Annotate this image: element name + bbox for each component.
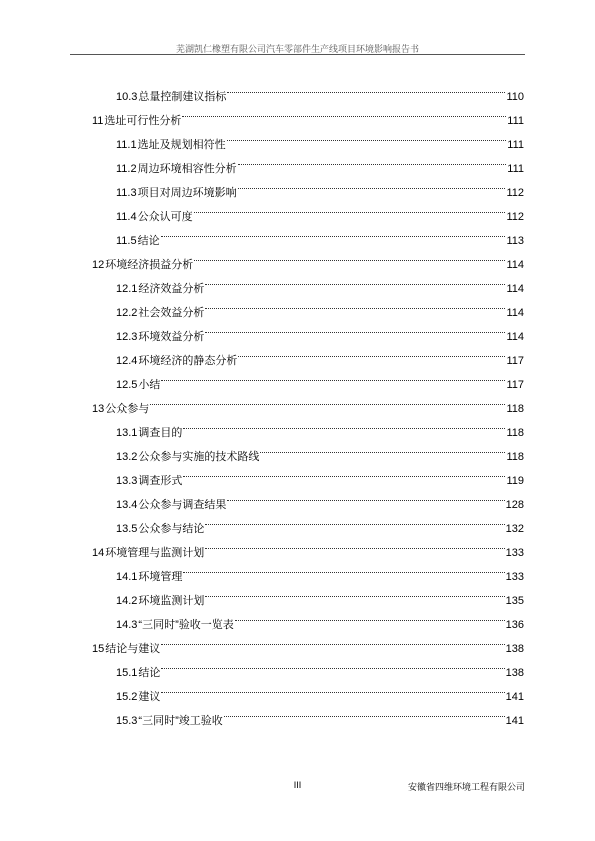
- toc-entry-title: 公众参与调查结果: [138, 499, 227, 511]
- toc-entry-page: 118: [506, 403, 524, 415]
- toc-entry-title: 环境效益分析: [138, 331, 205, 343]
- toc-entry-number: 14.2: [116, 595, 138, 607]
- toc-entry-number: 11: [92, 115, 104, 127]
- dot-leader: [224, 700, 505, 724]
- toc-entry-number: 10.3: [116, 91, 138, 103]
- dot-leader: [194, 196, 506, 220]
- toc-entry-number: 11.4: [116, 211, 137, 223]
- toc-entry-title: “三同时”竣工验收: [138, 715, 223, 727]
- toc-entry-title: 周边环境相容性分析: [137, 163, 237, 175]
- dot-leader: [194, 244, 505, 268]
- footer-company: 安徽省四维环境工程有限公司: [407, 783, 525, 793]
- toc-entry-page: 118: [506, 427, 524, 439]
- dot-leader: [227, 76, 505, 100]
- toc-entry-number: 12.3: [116, 331, 138, 343]
- dot-leader: [161, 364, 505, 388]
- toc-entry-title: 结论与建议: [105, 643, 161, 655]
- dot-leader: [260, 436, 505, 460]
- toc-entry-number: 14: [92, 547, 105, 559]
- toc-entry-number: 13.5: [116, 523, 138, 535]
- toc-entry-page: 138: [505, 643, 524, 655]
- toc-entry-title: 公众参与实施的技术路线: [138, 451, 260, 463]
- toc-entry-number: 12.1: [116, 283, 138, 295]
- toc-entry-page: 133: [505, 571, 524, 583]
- toc-entry-number: 15.1: [116, 667, 138, 679]
- dot-leader: [205, 580, 504, 604]
- toc-entry-number: 13.2: [116, 451, 138, 463]
- toc-entry-number: 13: [92, 403, 105, 415]
- toc-entry-page: 117: [506, 379, 524, 391]
- dot-leader: [182, 100, 506, 124]
- toc-entry-page: 114: [506, 307, 524, 319]
- toc-entry-page: 136: [505, 619, 524, 631]
- toc-entry-page: 113: [506, 235, 524, 247]
- dot-leader: [235, 604, 505, 628]
- dot-leader: [205, 532, 504, 556]
- toc-entry-title: 环境管理: [138, 571, 183, 583]
- dot-leader: [227, 484, 504, 508]
- dot-leader: [161, 628, 504, 652]
- toc-entry-title: 建议: [138, 691, 161, 703]
- toc-entry-title: 环境经济的静态分析: [138, 355, 238, 367]
- toc-entry-title: “三同时”验收一览表: [138, 619, 234, 631]
- toc-entry-page: 138: [505, 667, 524, 679]
- toc-entry-page: 112: [506, 187, 524, 199]
- toc-entry-title: 调查形式: [138, 475, 183, 487]
- toc-entry-page: 112: [506, 211, 524, 223]
- toc-entry-page: 141: [505, 691, 524, 703]
- dot-leader: [238, 172, 506, 196]
- toc-entry-number: 11.2: [116, 163, 137, 175]
- toc-entry-page: 110: [506, 91, 524, 103]
- toc-chapter-entry[interactable]: [92, 388, 524, 415]
- toc-entry-number: 12.4: [116, 355, 138, 367]
- toc-entry-page: 114: [506, 259, 524, 271]
- toc-entry-page: 114: [506, 331, 524, 343]
- toc-entry-title: 选址及规划相符性: [137, 139, 226, 151]
- table-of-contents: [92, 76, 524, 727]
- toc-entry-page: 111: [507, 115, 524, 127]
- toc-entry-page: 119: [506, 475, 524, 487]
- toc-entry-title: 小结: [138, 379, 161, 391]
- toc-entry-number: 12: [92, 259, 105, 271]
- toc-entry-page: 135: [505, 595, 524, 607]
- dot-leader: [183, 412, 505, 436]
- running-header: 芜湖凯仁橡塑有限公司汽车零部件生产线项目环境影响报告书: [175, 45, 419, 55]
- toc-entry-number: 15: [92, 643, 105, 655]
- toc-entry-page: 114: [506, 283, 524, 295]
- dot-leader: [238, 340, 505, 364]
- toc-entry-title: 环境管理与监测计划: [105, 547, 205, 559]
- toc-entry-title: 经济效益分析: [138, 283, 205, 295]
- dot-leader: [227, 124, 507, 148]
- toc-entry-page: 128: [505, 499, 524, 511]
- page-number: III: [293, 780, 302, 790]
- toc-section-entry[interactable]: [92, 76, 524, 103]
- toc-entry-title: 选址可行性分析: [104, 115, 182, 127]
- toc-entry-title: 社会效益分析: [138, 307, 205, 319]
- toc-entry-number: 11.3: [116, 187, 137, 199]
- toc-entry-title: 公众参与: [105, 403, 150, 415]
- toc-entry-number: 12.5: [116, 379, 138, 391]
- dot-leader: [183, 556, 504, 580]
- toc-entry-page: 141: [505, 715, 524, 727]
- toc-entry-page: 117: [506, 355, 524, 367]
- dot-leader: [205, 508, 504, 532]
- dot-leader: [238, 148, 507, 172]
- toc-entry-number: 13.3: [116, 475, 138, 487]
- toc-entry-page: 132: [505, 523, 524, 535]
- dot-leader: [183, 460, 505, 484]
- dot-leader: [205, 292, 505, 316]
- toc-entry-title: 结论: [137, 235, 160, 247]
- toc-entry-number: 11.1: [116, 139, 137, 151]
- toc-entry-title: 总量控制建议指标: [138, 91, 227, 103]
- toc-entry-number: 13.1: [116, 427, 138, 439]
- dot-leader: [205, 268, 505, 292]
- toc-entry-title: 调查目的: [138, 427, 183, 439]
- dot-leader: [150, 388, 505, 412]
- toc-entry-title: 环境经济损益分析: [105, 259, 194, 271]
- dot-leader: [161, 676, 504, 700]
- toc-entry-title: 公众参与结论: [138, 523, 205, 535]
- toc-entry-number: 11.5: [116, 235, 137, 247]
- toc-entry-page: 111: [507, 163, 524, 175]
- dot-leader: [205, 316, 505, 340]
- toc-entry-number: 14.1: [116, 571, 138, 583]
- toc-entry-title: 环境监测计划: [138, 595, 205, 607]
- toc-entry-title: 公众认可度: [137, 211, 193, 223]
- toc-section-entry[interactable]: [92, 412, 524, 439]
- toc-entry-number: 12.2: [116, 307, 138, 319]
- toc-entry-page: 133: [505, 547, 524, 559]
- header-rule: [70, 54, 525, 55]
- toc-entry-page: 111: [507, 139, 524, 151]
- dot-leader: [161, 652, 504, 676]
- dot-leader: [161, 220, 506, 244]
- toc-entry-number: 15.2: [116, 691, 138, 703]
- toc-entry-title: 项目对周边环境影响: [137, 187, 237, 199]
- toc-entry-page: 118: [506, 451, 524, 463]
- toc-entry-title: 结论: [138, 667, 161, 679]
- toc-entry-number: 15.3: [116, 715, 138, 727]
- toc-entry-number: 13.4: [116, 499, 138, 511]
- toc-entry-number: 14.3: [116, 619, 138, 631]
